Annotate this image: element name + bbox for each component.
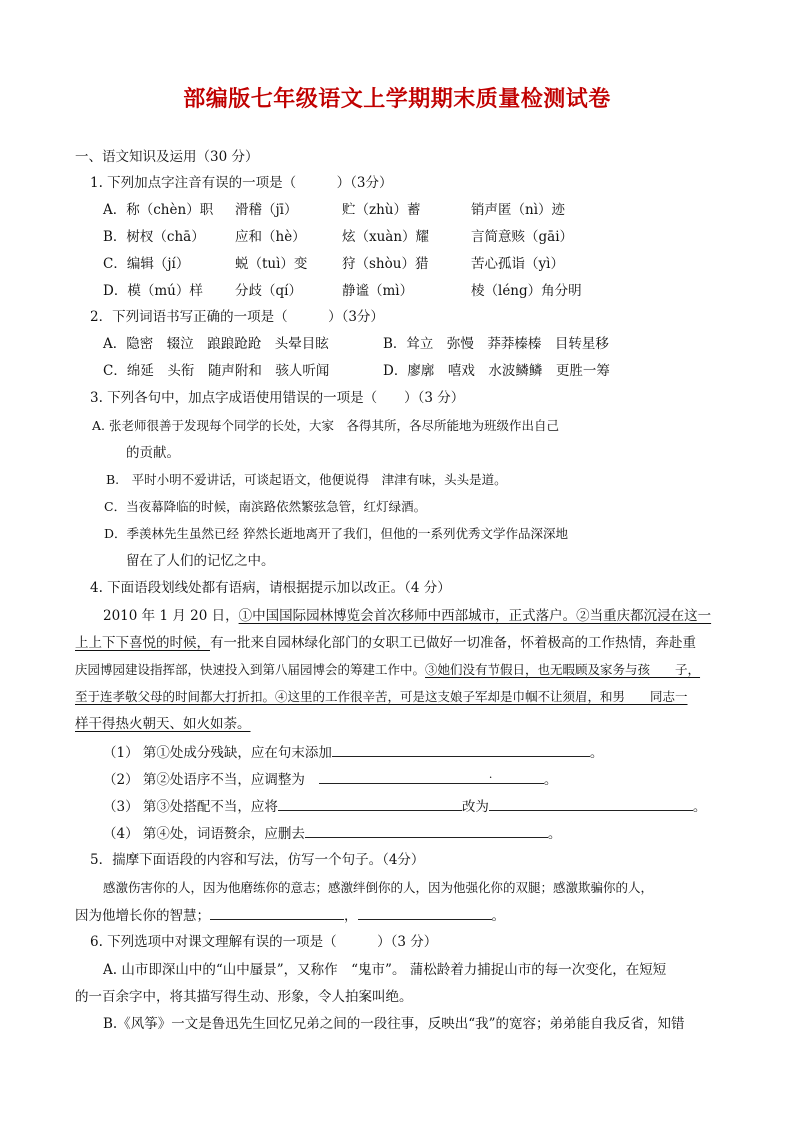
option-a-word-4: 销声匿（nì）迹 [471, 202, 566, 218]
question-1-option-a [103, 200, 565, 220]
question-3-option-b: B. 平时小明不爱讲话，可谈起语文，他便说得 津津有味，头头是道。 [106, 472, 507, 487]
question-6-stem: 6. 下列选项中对课文理解有误的一项是（ ）（3 分） [90, 934, 438, 950]
option-a-word-3: 贮（zhù）蓄 [342, 202, 421, 218]
question-1-option-d [103, 281, 582, 301]
example-text: 因为他增长你的智慧； [75, 908, 210, 924]
q4-subquestion-1: （1） 第①处成分残缺，应在句末添加 。 [103, 742, 603, 763]
q4-paragraph-line-2 [75, 633, 696, 653]
answer-blank[interactable] [332, 742, 590, 757]
question-3-option-d-line-1: D．季羡林先生虽然已经 猝然长逝地离开了我们，但他的一系列优秀文学作品深深地 [104, 526, 568, 541]
blank-dot: . [488, 768, 493, 781]
page-title: 部编版七年级语文上学期期末质量检测试卷 [183, 86, 611, 112]
answer-blank[interactable] [305, 823, 548, 838]
question-5-example: 感激伤害你的人，因为他磨练你的意志；感激绊倒你的人，因为他强化你的双腿；感激欺骗你的人， [103, 880, 654, 895]
question-3-option-a-line-2: 的贡献。 [126, 445, 180, 461]
question-6-option-a-line-1: A. 山市即深山中的“山中蜃景”，又称作 “鬼市”。 蒲松龄着力捕捉山市的每一次变化，在短短 [103, 962, 667, 978]
q4-subquestion-4: （4） 第④处，词语赘余，应删去 。 [103, 823, 561, 844]
option-d-word-2: 分歧（qí） [235, 283, 302, 299]
option-b-word-2: 应和（hè） [235, 229, 306, 245]
question-5-stem: 5．揣摩下面语段的内容和写法，仿写一个句子。（4分） [90, 852, 425, 868]
subquestion-text: （3） 第③处搭配不当，应将 [103, 799, 278, 815]
question-3-option-a-line-1: A. 张老师很善于发现每个同学的长处，大家 各得其所，各尽所能地为班级作出自己 [92, 418, 559, 433]
question-3-option-c: C．当夜幕降临的时候，南滨路依然繁弦急管，红灯绿酒。 [104, 499, 427, 514]
subquestion-text: （4） 第④处，词语赘余，应删去 [103, 826, 305, 842]
option-b-word-3: 炫（xuàn）耀 [342, 229, 430, 245]
q4-paragraph-line-3 [75, 660, 700, 680]
question-4-stem: 4. 下面语段划线处都有语病，请根据提示加以改正。（4 分） [90, 580, 451, 596]
q4-paragraph-line-4 [75, 687, 688, 707]
option-d-word-3: 静谧（mì） [342, 283, 414, 299]
question-2-option-c: C．绵延 头衔 随声附和 骇人听闻 [103, 363, 330, 379]
answer-blank[interactable] [210, 905, 344, 920]
option-d-word-4: 棱（léng）角分明 [471, 283, 582, 299]
option-a-word-2: 滑稽（jī） [235, 202, 298, 218]
question-6-option-a-line-2: 的一百余字中，将其描写得生动、形象，令人拍案叫绝。 [75, 989, 413, 1005]
underlined-sentence: 至于连孝敬父母的时间都大打折扣。④这里的工作很辛苦，可是这支娘子军却是巾帼不让须眉，和男 同志一 [75, 689, 688, 704]
q4-paragraph-line-1 [103, 606, 711, 626]
option-d-word-1: D．模（mú）样 [103, 283, 203, 299]
answer-blank[interactable] [278, 796, 462, 811]
question-2-stem: 2．下列词语书写正确的一项是（ ）（3分） [90, 309, 384, 325]
q4-subquestion-3: （3） 第③处搭配不当，应将 改为 。 [103, 796, 706, 817]
option-b-word-1: B．树杈（chā） [103, 229, 205, 245]
paragraph-text: 庆园博园建设指挥部，快速投入到第八届园博会的筹建工作中。 [75, 662, 426, 677]
question-5-answer-line [75, 905, 505, 926]
question-2-option-b: B．耸立 弥慢 莽莽榛榛 目转星移 [383, 336, 609, 352]
q4-paragraph-line-5 [75, 714, 251, 734]
subquestion-text: 改为 [461, 799, 489, 815]
date-text: 2010 年 1 月 20 日， [103, 608, 239, 624]
option-b-word-4: 言简意赅（gāi） [471, 229, 574, 245]
subquestion-text: （1） 第①处成分残缺，应在句末添加 [103, 745, 332, 761]
question-3-stem: 3. 下列各句中，加点字成语使用错误的一项是（ ）（3 分） [90, 390, 465, 406]
question-2-option-d: D．廖廓 嘻戏 水波鳞鳞 更胜一筹 [383, 363, 610, 379]
underlined-sentence: 样干得热火朝天、如火如荼。 [75, 716, 251, 732]
section-heading: 一、语文知识及运用（30 分） [75, 149, 259, 165]
punctuation: ， [344, 908, 358, 924]
answer-blank[interactable] [489, 796, 693, 811]
option-c-word-4: 苦心孤诣（yì） [471, 256, 564, 272]
paragraph-text: 有一批来自园林绿化部门的女职工已做好一切准备，怀着极高的工作热情，奔赴重 [210, 635, 696, 651]
question-2-option-a: A．隐密 辍泣 踉踉跄跄 头晕目眩 [103, 336, 329, 352]
question-1-stem: 1. 下列加点字注音有误的一项是（ ）（3分） [90, 175, 393, 191]
underlined-sentence: ③她们没有节假日，也无暇顾及家务与孩 子， [425, 662, 701, 677]
option-a-word-1: A．称（chèn）职 [103, 202, 214, 218]
question-1-option-b [103, 227, 573, 247]
answer-blank[interactable] [319, 769, 544, 784]
underlined-sentence: 上上下下喜悦的时候， [75, 635, 210, 651]
question-3-option-d-line-2: 留在了人们的记忆之中。 [126, 553, 275, 569]
question-6-option-b-line-1: B.《风筝》一文是鲁迅先生回忆兄弟之间的一段往事，反映出“我”的宽容；弟弟能自我反省，知错 [103, 1016, 685, 1032]
subquestion-text: （2） 第②处语序不当，应调整为 [103, 772, 305, 788]
answer-blank[interactable] [358, 905, 492, 920]
punctuation: 。 [491, 908, 505, 924]
underlined-sentence: ①中国国际园林博览会首次移师中西部城市，正式落户。②当重庆都沉浸在这一 [238, 608, 712, 624]
question-1-option-c [103, 254, 564, 274]
q4-subquestion-2: （2） 第②处语序不当，应调整为 . 。 [103, 769, 557, 790]
option-c-word-1: C．编辑（jí） [103, 256, 190, 272]
option-c-word-2: 蜕（tuì）变 [235, 256, 308, 272]
option-c-word-3: 狩（shòu）猎 [342, 256, 429, 272]
